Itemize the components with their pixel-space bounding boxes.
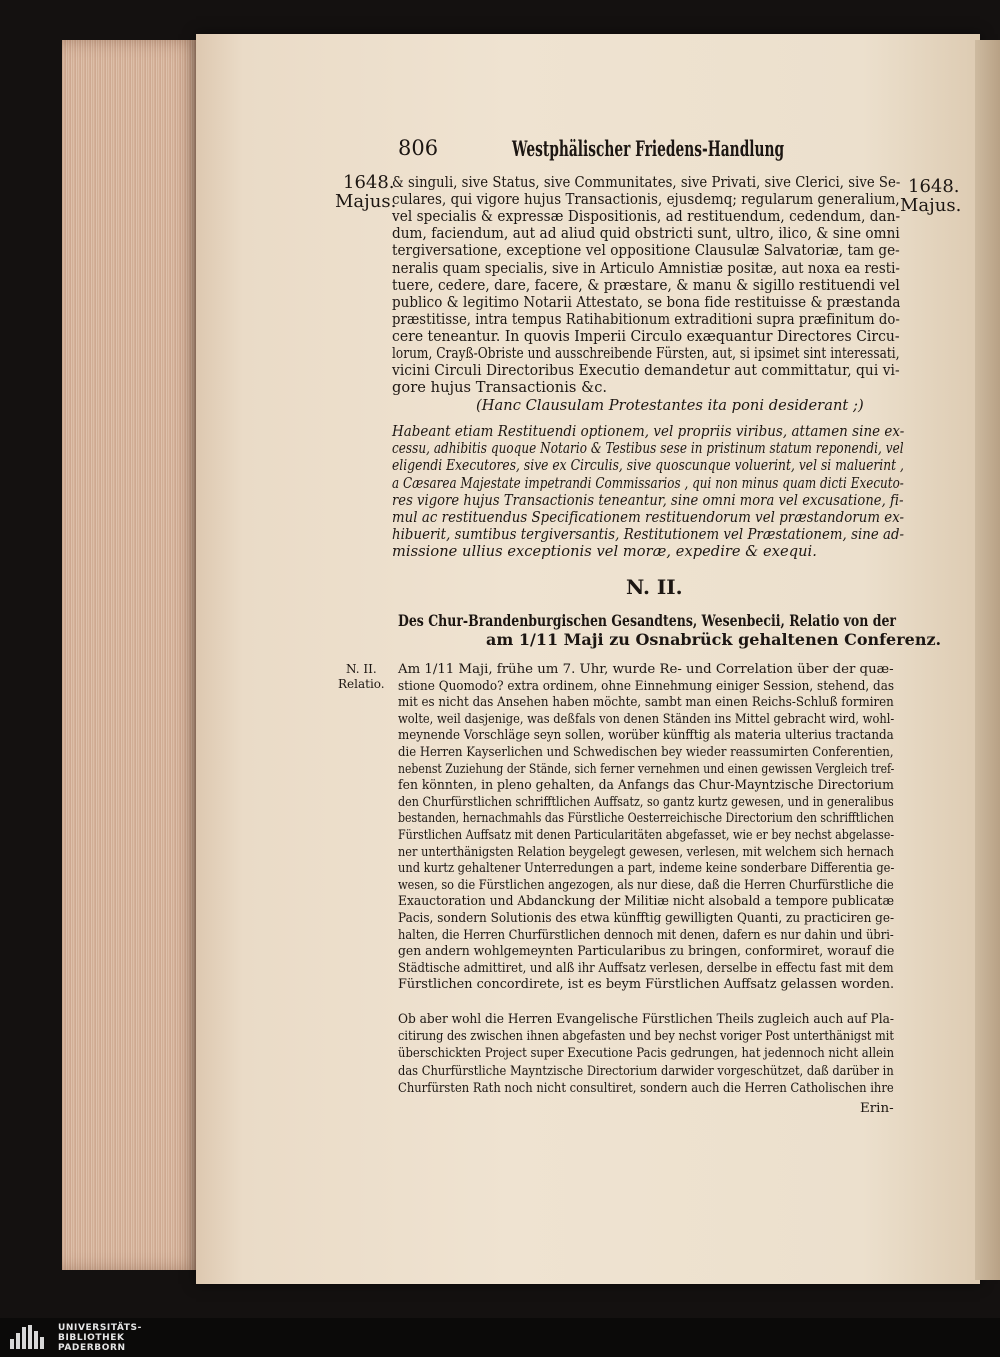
latin-line: tergiversatione, exceptione vel oppositione Clausulæ Salvatoriæ, tam ge- (392, 242, 900, 260)
facing-page-strip (975, 40, 1000, 1280)
relation-line: Fürstlichen Auffsatz mit denen Particularitäten abgefasset, wie er bey nechst abgelasse- (398, 828, 895, 843)
latin-line: præstitisse, intra tempus Ratihabitionum extraditioni supra præfinitum do- (392, 310, 900, 328)
latin-line: vel specialis & expressæ Dispositionis, ad restituendum, cedendum, dan- (392, 208, 901, 226)
relation-line: fen könnten, in pleno gehalten, da Anfangs das Chur-Mayntzische Directorium (398, 778, 894, 794)
italic-line: eligendi Executores, sive ex Circulis, sive quoscunque voluerint, vel si maluerint , (392, 457, 904, 475)
italic-line: cessu, adhibitis quoque Notario & Testibus sese in pristinum statum reponendi, vel (392, 440, 904, 458)
page-stack-edge (62, 40, 202, 1270)
margin-note-relatio: Relatio. (338, 677, 385, 691)
margin-year-right: 1648. (908, 176, 960, 197)
italic-line: res vigore hujus Transactionis teneantur, sine omni mora vel excusatione, fi- (392, 491, 904, 509)
clause-note: (Hanc Clausulam Protestantes ita poni desiderant ;) (476, 397, 864, 414)
relation-line: Pacis, sondern Solutionis des etwa künfftig gewilligten Quanti, zu practiciren ge- (398, 911, 895, 926)
latin-line: tuere, cedere, dare, facere, & præstare, & manu & sigillo restituendi vel (392, 276, 900, 294)
latin-line: gore hujus Transactionis &c. (392, 379, 608, 397)
second-paragraph-line: überschickten Project super Executione Pacis gedrungen, hat jedennoch nicht allein (398, 1046, 895, 1062)
relation-line: gen andern wohlgemeynten Particularibus zu bringen, conformiret, worauf die (398, 944, 895, 960)
library-line-3: PADERBORN (58, 1343, 126, 1353)
latin-line: lorum, Crayß-Obriste und ausschreibende Fürsten, aut, si ipsimet sint interessati, (392, 345, 900, 362)
latin-line: culares, qui vigore hujus Transactionis, ejusdemq; regularum generalium, (392, 191, 900, 209)
catchword: Erin- (860, 1101, 894, 1116)
section-title: N. II. (626, 575, 683, 599)
second-paragraph-line: Churfürsten Rath noch nicht consultiret, sondern auch die Herren Catholischen ihre (398, 1080, 894, 1096)
latin-line: neralis quam specialis, sive in Articulo Amnistiæ positæ, aut noxa ea resti- (392, 259, 900, 277)
relation-line: meynende Vorschläge seyn sollen, worüber künfftig als materia ulterius tractanda (398, 728, 894, 744)
relation-line: halten, die Herren Churfürstlichen dennoch mit denen, dafern es nur dahin und übri- (398, 927, 894, 943)
margin-month-right: Majus. (900, 195, 962, 216)
latin-line: dum, faciendum, aut ad aliud quid obstricti sunt, ultro, ilico, & sine omni (392, 225, 900, 243)
second-paragraph-line: Ob aber wohl die Herren Evangelische Fürstlichen Theils zugleich auch auf Pla- (398, 1012, 895, 1027)
relation-line: den Churfürstlichen schrifftlichen Auffsatz, so gantz kurtz gewesen, und in generalibus (398, 794, 894, 810)
relation-line: wolte, weil dasjenige, was deßfals von denen Ständen ins Mittel gebracht wird, wohl- (398, 711, 895, 727)
margin-year-left: 1648. (343, 172, 395, 193)
italic-line: missione ullius exceptionis vel moræ, expedire & exequi. (392, 543, 817, 561)
margin-month-left: Majus. (335, 191, 397, 212)
relation-line: bestanden, hernachmahls das Fürstliche Oesterreichische Directorium den schrifftlichen (398, 811, 894, 827)
latin-line: vicini Circuli Directoribus Executio demandetur aut committatur, qui vi- (392, 362, 900, 380)
margin-note-number: N. II. (346, 662, 377, 676)
relation-line: mit es nicht das Ansehen haben möchte, sambt man einen Reichs-Schluß formiren (398, 695, 894, 711)
relation-line: Exauctoration und Abdanckung der Militiæ nicht alsobald a tempore publicatæ (398, 894, 895, 910)
latin-line: cere teneantur. In quovis Imperii Circulo exæquantur Directores Circu- (392, 327, 900, 345)
relation-line: stione Quomodo? extra ordinem, ohne Einnehmung einiger Session, stehend, das (398, 678, 895, 694)
subheading-line-1: Des Chur-Brandenburgischen Gesandtens, Wesenbecii, Relatio von der (398, 611, 896, 630)
relation-line: ner unterthänigsten Relation beygelegt gewesen, verlesen, mit welchem sich hernach (398, 844, 894, 860)
second-paragraph-line: das Churfürstliche Mayntzische Directorium darwider vorgeschützet, daß darüber in (398, 1063, 894, 1079)
latin-line: publico & legitimo Notarii Attestato, se bona fide restituisse & præstanda (392, 293, 901, 311)
latin-line: & singuli, sive Status, sive Communitates, sive Privati, sive Clerici, sive Se- (392, 174, 901, 191)
relation-line: Fürstlichen concordirete, ist es beym Fürstlichen Auffsatz gelassen worden. (398, 977, 895, 993)
subheading-line-2: am 1/11 Maji zu Osnabrück gehaltenen Conferenz. (486, 630, 942, 649)
second-paragraph-line: citirung des zwischen ihnen abgefasten und bey nechst voriger Post unterthänigst mit (398, 1029, 894, 1045)
library-footer (0, 1318, 1000, 1357)
library-name (58, 1323, 142, 1353)
library-line-1: UNIVERSITÄTS- (58, 1323, 142, 1333)
running-title: Westphälischer Friedens-Handlung (512, 136, 785, 161)
italic-line: Habeant etiam Restituendi optionem, vel propriis viribus, attamen sine ex- (392, 423, 905, 440)
relation-line: die Herren Kayserlichen und Schwedischen bey wieder reassumirten Conferentien, (398, 745, 894, 760)
relation-line: und kurtz gehaltener Unterredungen a part, indeme keine sonderbare Differentia ge- (398, 861, 895, 877)
library-line-2: BIBLIOTHEK (58, 1333, 125, 1343)
relation-line: Am 1/11 Maji, frühe um 7. Uhr, wurde Re- und Correlation über der quæ- (398, 662, 894, 677)
italic-line: mul ac restituendus Specificationem restituendorum vel præstandorum ex- (392, 509, 905, 526)
relation-line: nebenst Zuziehung der Stände, sich ferner vernehmen und einen gewissen Vergleich tref- (398, 761, 895, 777)
italic-line: hibuerit, sumtibus tergiversantis, Restitutionem vel Præstationem, sine ad- (392, 526, 905, 544)
relation-line: wesen, so die Fürstlichen angezogen, als nur diese, daß die Herren Churfürstliche die (398, 877, 894, 893)
library-logo-icon (10, 1325, 50, 1349)
italic-line: a Cæsarea Majestate impetrandi Commissarios , qui non minus quam dicti Executo- (392, 474, 904, 492)
relation-line: Städtische admittiret, und alß ihr Auffsatz verlesen, derselbe in effectu fast mit dem (398, 960, 894, 976)
page-number: 806 (398, 136, 439, 160)
